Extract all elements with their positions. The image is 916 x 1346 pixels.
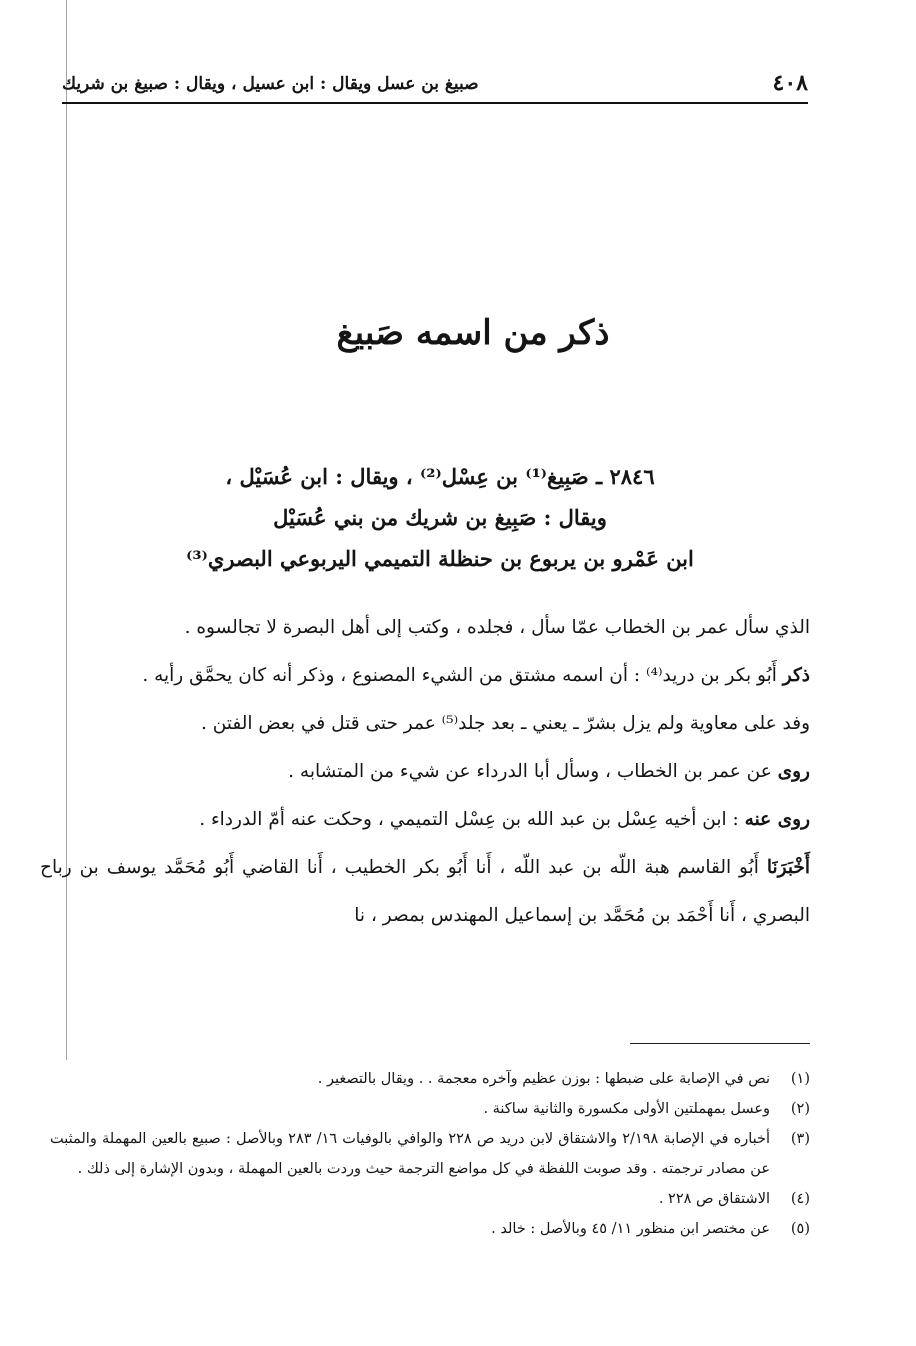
- section-title: ذكر من اسمه صَبيغ: [336, 313, 610, 353]
- footnote-number: (٣): [790, 1131, 810, 1147]
- keyword: أَخْبَرَنَا: [766, 857, 810, 878]
- footnote-text: وعسل بمهملتين الأولى مكسورة والثانية ساكنة .: [483, 1101, 770, 1117]
- footnote-text: أخباره في الإصابة ٢/١٩٨ والاشتقاق لابن دريد ص ٢٢٨ والوافي بالوفيات ١٦/ ٢٨٣ وبالأصل : صبيع بالعين المهملة والمثبت عن مصادر ترجمته . وقد صوبت اللفظة في كل مواضع الترجمة حيث وردت بالعين المهملة ، وبدون الإشارة إلى ذلك .: [50, 1131, 770, 1177]
- footnote-number: (٤): [790, 1191, 810, 1207]
- footnote: [50, 1184, 810, 1214]
- paragraph: [40, 652, 810, 700]
- keyword: ذكر: [782, 665, 810, 686]
- footnote: [50, 1214, 810, 1244]
- footnote: [50, 1124, 810, 1184]
- footnote: [50, 1064, 810, 1094]
- paragraph-text: : ابن أخيه عِسْل بن عبد الله بن عِسْل التميمي ، وحكت عنه أمّ الدرداء .: [199, 809, 745, 830]
- entry-heading-line-2: ويقال : صَبِيغ بن شريك من بني عُسَيْل: [273, 505, 607, 530]
- page-header: [62, 68, 808, 104]
- footnote-number: (٢): [790, 1101, 810, 1117]
- paragraph: الذي سأل عمر بن الخطاب عمّا سأل ، فجلده ، وكتب إلى أهل البصرة لا تجالسوه .: [184, 617, 810, 638]
- footnote-text: نص في الإصابة على ضبطها : بوزن عظيم وآخره معجمة . . ويقال بالتصغير .: [317, 1071, 770, 1087]
- body-text: [40, 604, 810, 940]
- paragraph: وفد على معاوية ولم يزل بشرّ ـ يعني ـ بعد جلد⁽⁵⁾ عمر حتى قتل في بعض الفتن .: [200, 713, 810, 734]
- paragraph: [40, 748, 810, 796]
- entry-heading-line-3: ابن عَمْرو بن يربوع بن حنظلة التميمي اليربوعي البصري⁽³⁾: [186, 546, 694, 571]
- keyword: روى: [777, 761, 810, 782]
- entry-heading: [120, 456, 760, 579]
- footnote-number: (١): [790, 1071, 810, 1087]
- running-title: صبيغ بن عسل ويقال : ابن عسيل ، ويقال : صبيغ بن شريك: [62, 74, 479, 94]
- paragraph-text: أَبُو القاسم هبة اللّه بن عبد اللّه ، أَنا أَبُو بكر الخطيب ، أَنا القاضي أَبُو مُحَمَّد يوسف بن رباح البصري ، أَنا أَحْمَد بن مُحَمَّد بن إسماعيل المهندس بمصر ، نا: [40, 857, 810, 926]
- footnote: [50, 1094, 810, 1124]
- footnote-text: عن مختصر ابن منظور ١١/ ٤٥ وبالأصل : خالد .: [491, 1221, 770, 1237]
- paragraph-text: عن عمر بن الخطاب ، وسأل أبا الدرداء عن شيء من المتشابه .: [288, 761, 778, 782]
- page-number: ٤٠٨: [772, 70, 808, 96]
- paragraph: [40, 796, 810, 844]
- footnote-number: (٥): [790, 1221, 810, 1237]
- keyword: روى عنه: [744, 809, 810, 830]
- paragraph-text: أَبُو بكر بن دريد⁽⁴⁾ : أن اسمه مشتق من الشيء المصنوع ، وذكر أنه كان يحمَّق رأيه .: [142, 665, 783, 686]
- entry-heading-line-1: ٢٨٤٦ ـ صَبِيغ⁽¹⁾ بن عِسْل⁽²⁾ ، ويقال : ابن عُسَيْل ،: [225, 464, 655, 489]
- footnotes: [50, 1064, 810, 1244]
- footnote-separator: [630, 1043, 810, 1044]
- paragraph: [40, 844, 810, 940]
- footnote-text: الاشتقاق ص ٢٢٨ .: [658, 1191, 770, 1207]
